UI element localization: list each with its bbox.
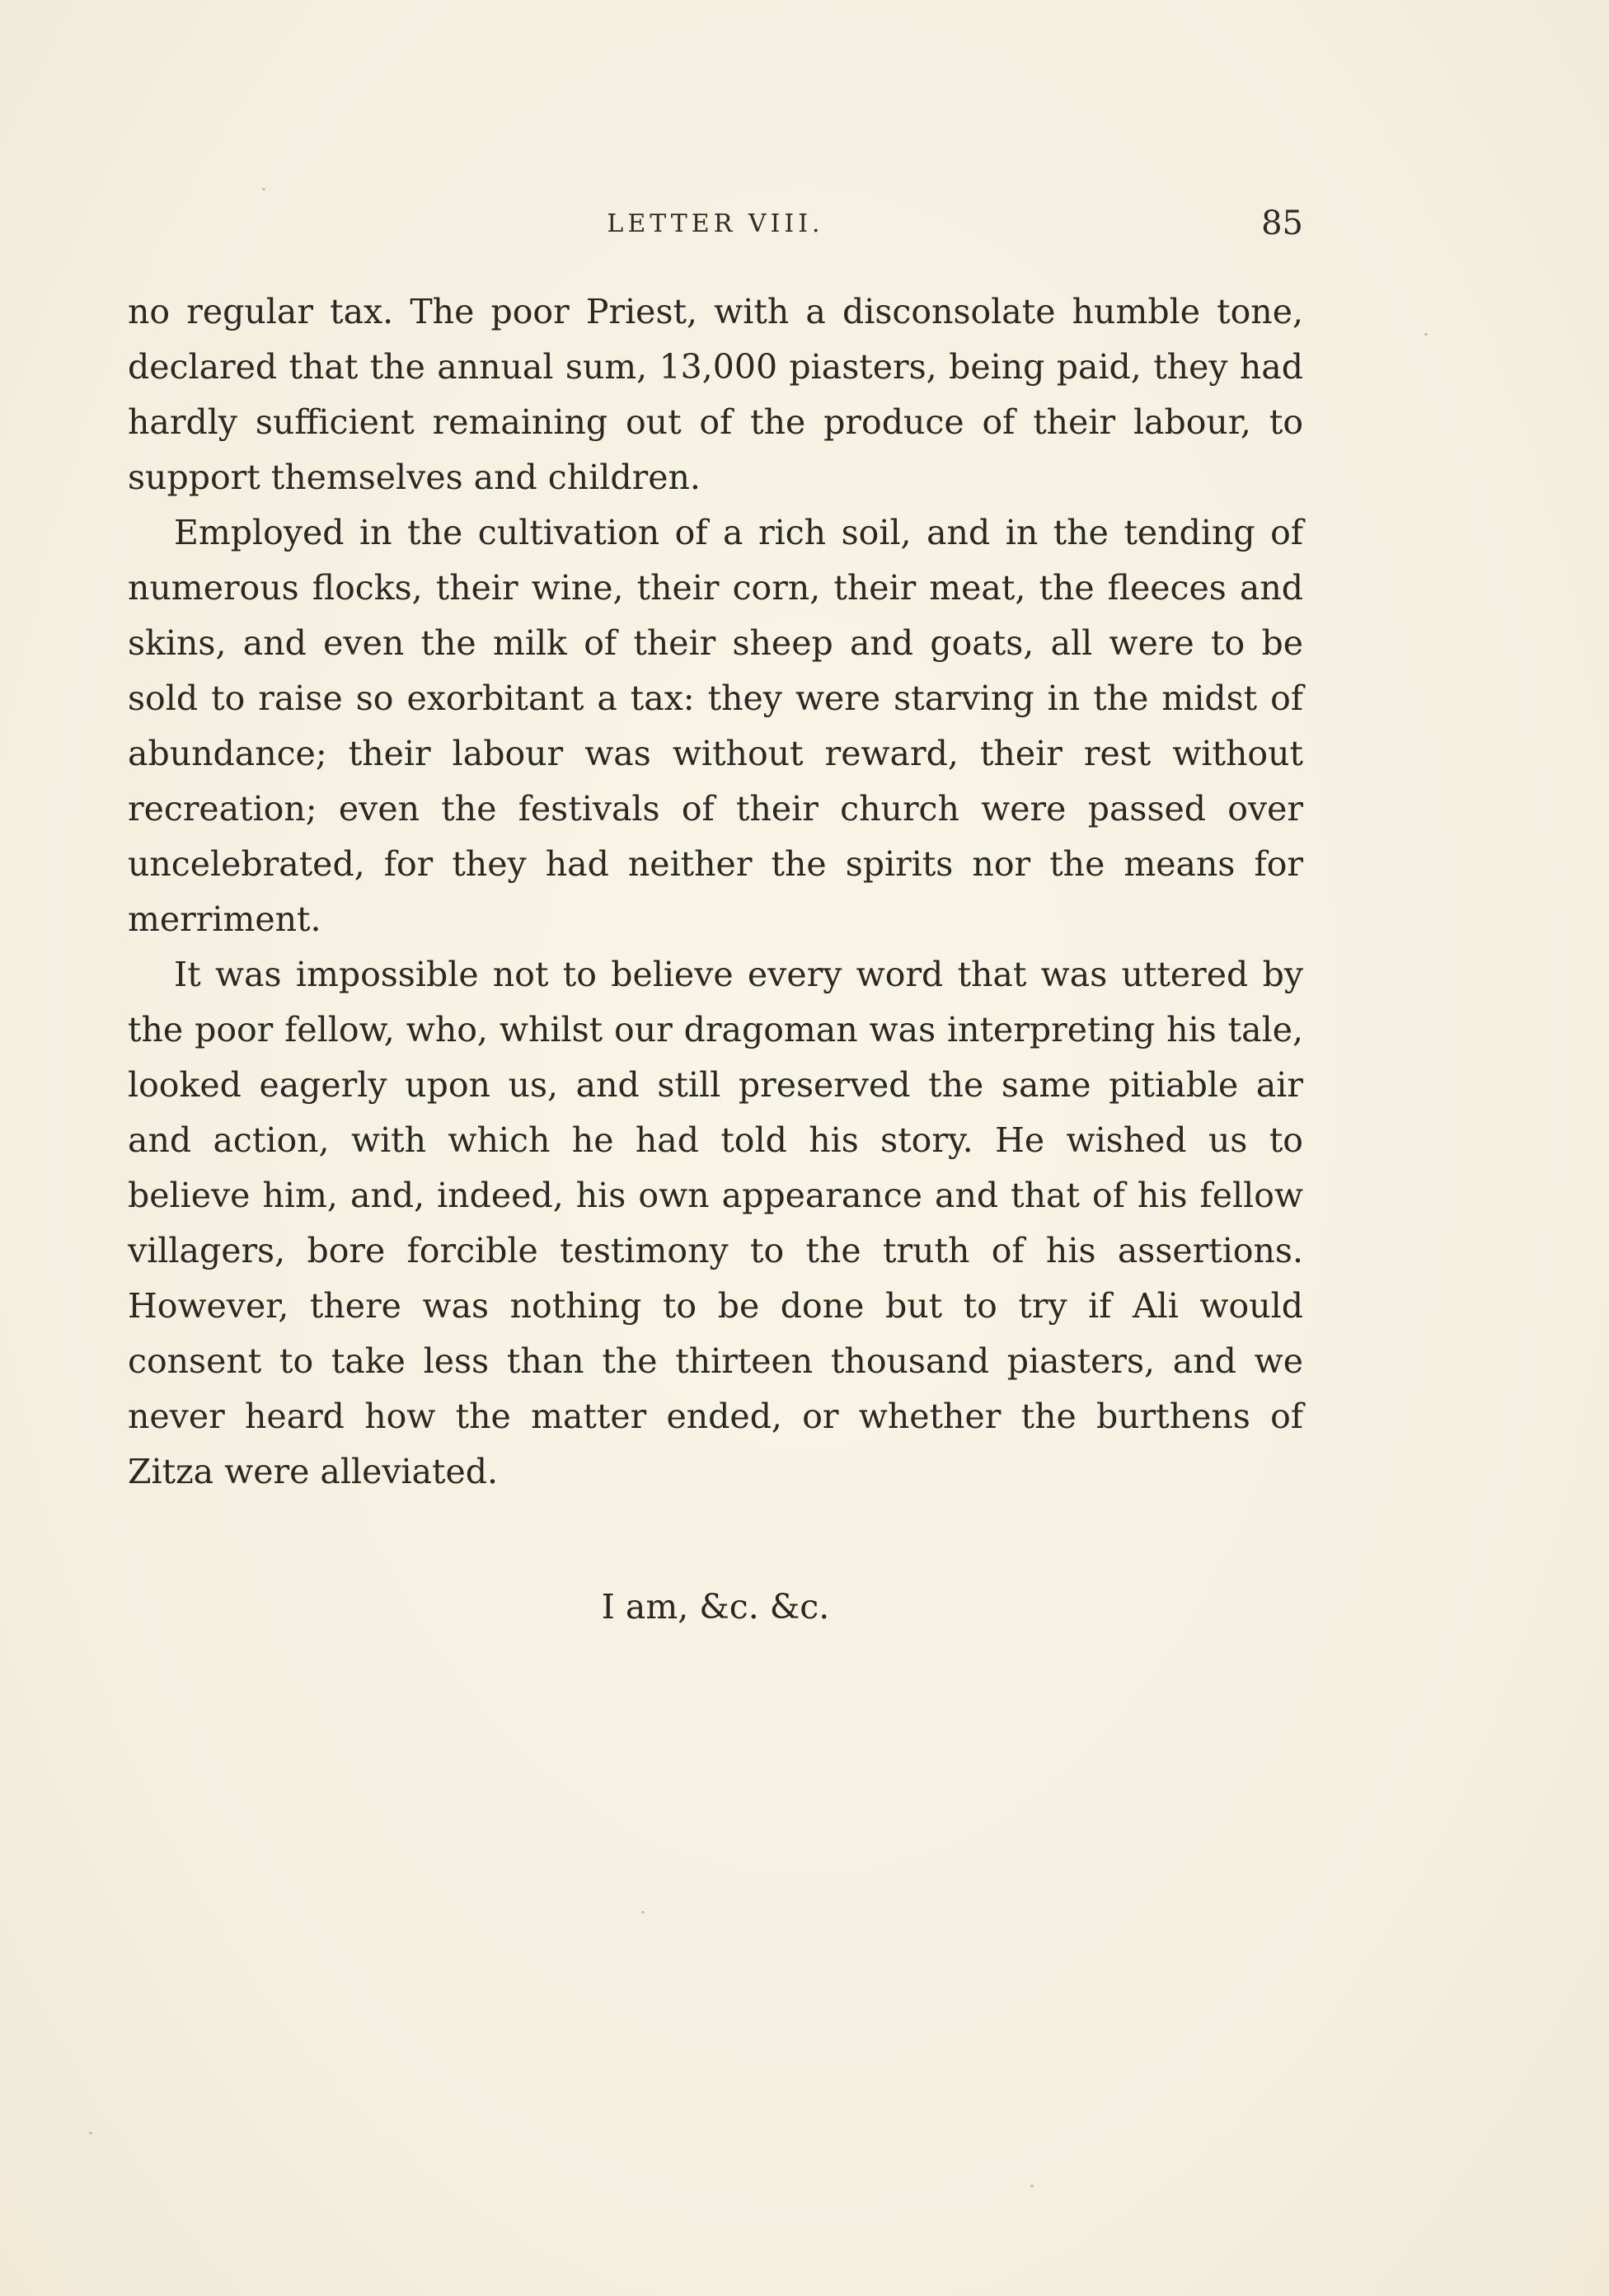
page-number: 85 bbox=[1261, 204, 1303, 242]
paper-speck bbox=[1424, 333, 1428, 336]
paragraph-2: Employed in the cultivation of a rich soil, and in the tending of numerous flocks, their wine, their corn, their meat, the fleeces and skins, and even the milk of their sheep and goats, all were to be sold to raise so exorbitant a tax: they were starving in the midst of abundance; their labour was without reward, their rest without recreation; even the festivals of their church were passed over uncelebrated, for they had neither the spirits nor the means for merriment. bbox=[128, 513, 1303, 939]
running-title: LETTER VIII. bbox=[607, 209, 824, 238]
paper-speck bbox=[262, 188, 265, 190]
letter-closing: I am, &c. &c. bbox=[601, 1587, 830, 1627]
paper-speck bbox=[641, 1911, 645, 1913]
page-header bbox=[128, 204, 1303, 254]
body-text bbox=[128, 284, 1303, 1500]
paper-speck bbox=[89, 2132, 92, 2134]
paper-speck bbox=[1030, 2185, 1034, 2187]
paragraph-3: It was impossible not to believe every word that was uttered by the poor fellow, who, whilst our dragoman was interpreting his tale, looked eagerly upon us, and still preserved the same pitiable air and action, with which he had told his story. He wished us to believe him, and, indeed, his own appearance and that of his fellow villagers, bore forcible testimony to the truth of his assertions. However, there was nothing to be done but to try if Ali would consent to take less than the thirteen thousand piasters, and we never heard how the matter ended, or whether the burthens of Zitza were alleviated. bbox=[128, 955, 1303, 1491]
paragraph-1: no regular tax. The poor Priest, with a disconsolate humble tone, declared that the annual sum, 13,000 piasters, being paid, they had hardly sufficient remaining out of the produce of their labour, to support themselves and children. bbox=[128, 292, 1303, 497]
